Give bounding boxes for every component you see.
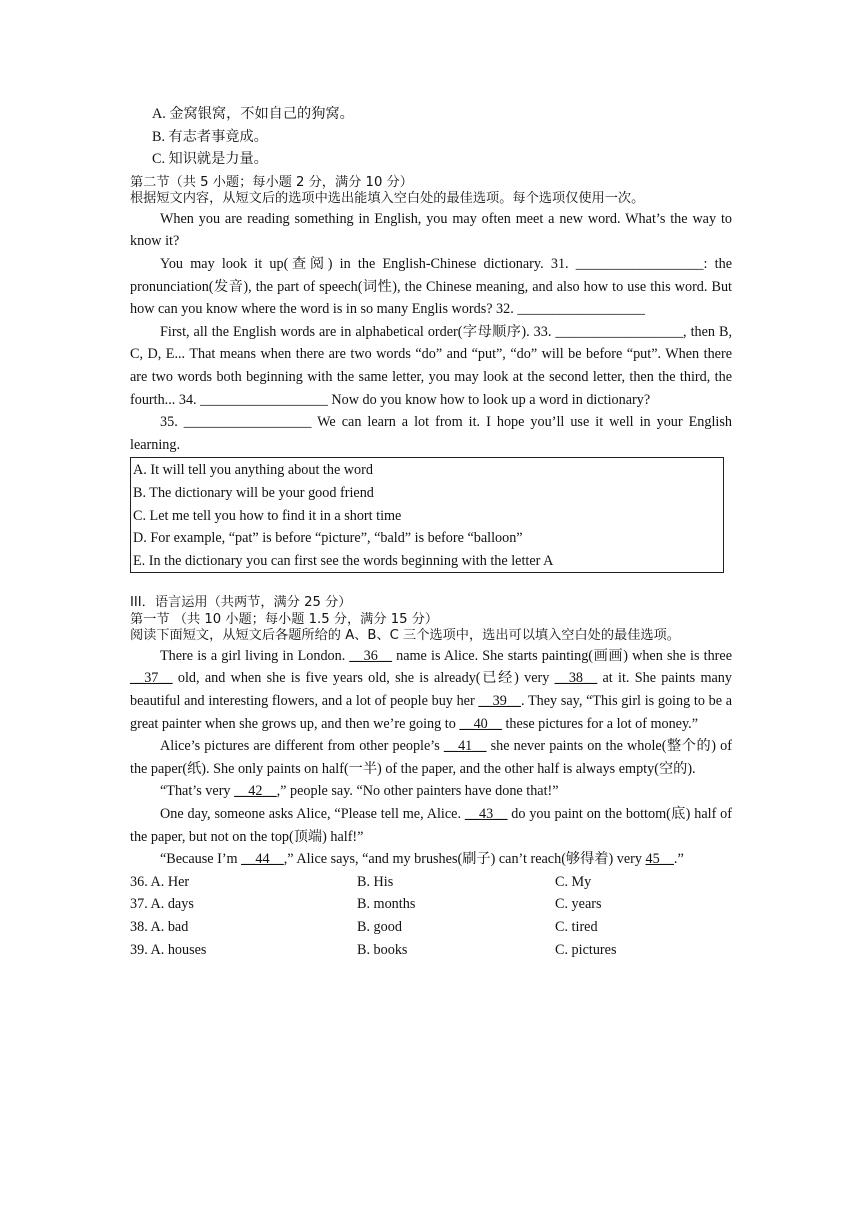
q37-c: C. years (555, 896, 602, 913)
blank-37: __37__ (130, 670, 173, 687)
text: . They say, “This girl is going to be a great painter when she grows up, and then we’re going to (130, 692, 733, 732)
text: do you paint on the bottom(底) half of the paper, but not on the top(顶端) half!” (130, 805, 732, 845)
blank-42: __42__ (234, 783, 277, 800)
q36-a: 36. A. Her (130, 873, 190, 890)
q38-c: C. tired (555, 918, 598, 935)
q39-a: 39. A. houses (130, 941, 207, 958)
text: these pictures for a lot of money.” (501, 715, 698, 732)
q36-b: B. His (357, 873, 394, 890)
box-option-d: D. For example, “pat” is before “picture”, “bald” is before “balloon” (133, 530, 523, 547)
text: she never paints on the whole(整个的) of the paper(纸). She only paints on half(一半) of the paper, and the other half is always empty(空的). (130, 738, 732, 777)
blank-43: __43__ (464, 805, 508, 822)
box-option-c: C. Let me tell you how to find it in a short time (133, 507, 402, 524)
text: One day, someone asks Alice, “Please tell me, Alice. (160, 805, 465, 822)
box-option-b: B. The dictionary will be your good friend (133, 484, 374, 501)
option-a: A. 金窝银窝，不如自己的狗窝。 (152, 106, 354, 122)
text: There is a girl living in London. (160, 647, 350, 664)
passage-paragraph-2: You may look it up(查阅) in the English-Chinese dictionary. 31. __________________: the pronunciation(发音), the part of speech(词性), the Chinese meaning, and also how to use this word. But how can you know where the word is in so many Englis words? 32. __________________ (130, 255, 732, 318)
text: Alice’s pictures are different from other people’s (160, 738, 444, 755)
blank-41: __41__ (443, 738, 487, 755)
cloze-paragraph-5 (130, 848, 732, 871)
text: at it. She paints many beautiful and interesting flowers, and a lot of people buy her (130, 670, 732, 709)
text: ,” Alice says, “and my brushes(刷子) can’t reach(够得着) very (283, 851, 646, 868)
box-option-e: E. In the dictionary you can first see the words beginning with the letter A (133, 552, 554, 569)
q36-c: C. My (555, 873, 592, 890)
box-option-a: A. It will tell you anything about the word (133, 462, 373, 479)
cloze-paragraph-1 (130, 645, 732, 735)
part-3-instruction: 阅读下面短文，从短文后各题所给的 A、B、C 三个选项中，选出可以填入空白处的最佳选项。 (130, 628, 680, 644)
cloze-paragraph-3 (130, 780, 732, 803)
q37-a: 37. A. days (130, 896, 194, 913)
blank-40: __40__ (459, 715, 502, 732)
part-3-title: III．语言运用（共两节，满分 25 分） (130, 595, 352, 611)
blank-36: __36__ (349, 647, 392, 664)
q38-a: 38. A. bad (130, 918, 189, 935)
blank-39: __39__ (478, 692, 521, 709)
blank-44: __44__ (241, 851, 284, 868)
part-3-section-1-title: 第一节 （共 10 小题；每小题 1.5 分，满分 15 分） (130, 611, 439, 627)
passage-paragraph-3: First, all the English words are in alphabetical order(字母顺序). 33. __________________, then B, C, D, E... That means when there are two words “do” and “put”, “do” will be before “put”. When there are two words both beginning with the same letter, you may look at the second letter, then the third, the fourth... 34. __________________ Now do you know how to look up a word in dictionary? (130, 323, 732, 408)
options-box (130, 457, 724, 573)
q37-b: B. months (357, 896, 416, 913)
section-2-title: 第二节（共 5 小题；每小题 2 分，满分 10 分） (130, 174, 413, 190)
passage-paragraph-4: 35. __________________ We can learn a lot from it. I hope you’ll use it well in your English learning. (130, 414, 732, 453)
question-options (130, 871, 732, 961)
text: name is Alice. She starts painting(画画) when she is three (391, 647, 732, 664)
q38-b: B. good (357, 918, 402, 935)
text: ,” people say. “No other painters have done that!” (276, 783, 559, 800)
cloze-paragraph-4 (130, 803, 732, 848)
blank-45: 45__ (645, 851, 674, 868)
section-2-instruction: 根据短文内容，从短文后的选项中选出能填入空白处的最佳选项。每个选项仅使用一次。 (130, 191, 645, 207)
option-b: B. 有志者事竟成。 (152, 128, 268, 145)
cloze-paragraph-2 (130, 735, 732, 780)
blank-38: __38__ (554, 670, 598, 687)
text: old, and when she is five years old, she is already(已经) very (172, 670, 555, 687)
text: “Because I’m (160, 851, 242, 868)
exam-page (130, 103, 732, 961)
text: “That’s very (160, 783, 235, 800)
option-c: C. 知识就是力量。 (152, 151, 268, 168)
passage-paragraph-1: When you are reading something in English, you may often meet a new word. What’s the way to know it? (130, 210, 732, 250)
q39-c: C. pictures (555, 941, 617, 958)
q39-b: B. books (357, 941, 408, 958)
previous-options (130, 103, 732, 171)
text: .” (673, 851, 684, 868)
